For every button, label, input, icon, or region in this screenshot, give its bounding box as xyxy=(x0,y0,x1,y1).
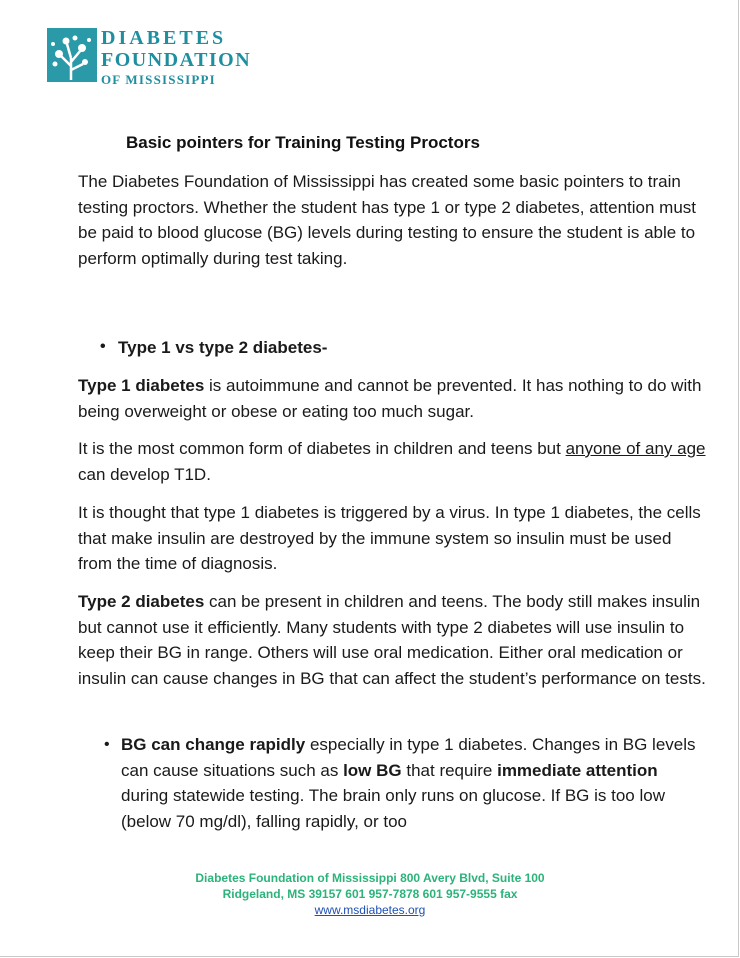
common-form-paragraph xyxy=(78,436,708,487)
website-link[interactable]: www.msdiabetes.org xyxy=(314,903,426,917)
virus-paragraph: It is thought that type 1 diabetes is triggered by a virus. In type 1 diabetes, the cells that make insulin are destroyed by the immune system so insulin must be used from the time of diagnosis. xyxy=(78,503,701,573)
page-footer xyxy=(0,870,740,918)
type-comparison-heading xyxy=(100,338,328,358)
type2-text: can be present in children and teens. The body still makes insulin but cannot use it efficiently. Many students with type 2 diabetes will use insulin to keep their BG in range. Others will use oral medication. Either oral medication or insulin can cause changes in BG that can affect the student’s performance on tests. xyxy=(78,592,706,688)
foundation-logo xyxy=(47,27,252,87)
tree-logo-icon xyxy=(47,28,97,82)
document-title: Basic pointers for Training Testing Proctors xyxy=(126,133,480,152)
type1-paragraph xyxy=(78,373,708,424)
bg-bold-3: immediate attention xyxy=(497,760,658,780)
bullet-icon: • xyxy=(100,338,106,355)
logo-line-3: OF MISSISSIPPI xyxy=(101,72,216,87)
common-underlined: anyone of any age xyxy=(565,439,706,458)
logo-line-2: FOUNDATION xyxy=(101,49,252,71)
bg-bold-2: low BG xyxy=(343,760,402,780)
common-after: can develop T1D. xyxy=(78,464,211,484)
footer-address-line: Diabetes Foundation of Mississippi 800 Avery Blvd, Suite 100 xyxy=(195,871,545,885)
bg-bold-1: BG can change rapidly xyxy=(121,735,306,754)
heading-text: Type 1 vs type 2 diabetes- xyxy=(118,338,328,357)
bullet-icon: • xyxy=(104,736,110,753)
type2-term: Type 2 diabetes xyxy=(78,592,205,611)
footer-phone-line: Ridgeland, MS 39157 601 957-7878 601 957-9555 fax xyxy=(222,887,518,901)
logo-line-1: DIABETES xyxy=(101,27,227,49)
bg-bullet-text xyxy=(121,732,708,834)
bg-text-3: during statewide testing. The brain only runs on glucose. If BG is too low (below 70 mg/dl), falling rapidly, or too xyxy=(121,786,665,831)
type1-text: is autoimmune and cannot be prevented. It has nothing to do with being overweight or obese or eating too much sugar. xyxy=(78,376,702,421)
common-before: It is the most common form of diabetes in children and teens but xyxy=(78,439,566,458)
bg-text-2: that require xyxy=(401,760,498,780)
intro-paragraph: The Diabetes Foundation of Mississippi has created some basic pointers to train testing proctors. Whether the student has type 1 or type 2 diabetes, attention must be paid to blood glucose (BG) levels during testing to ensure the student is able to perform optimally during test taking. xyxy=(78,172,697,268)
bg-bullet-item xyxy=(104,732,708,834)
type2-paragraph xyxy=(78,589,708,691)
type1-term: Type 1 diabetes xyxy=(78,376,205,395)
bg-text-1: especially in type 1 diabetes. Changes in BG levels can cause situations such as xyxy=(121,735,696,780)
